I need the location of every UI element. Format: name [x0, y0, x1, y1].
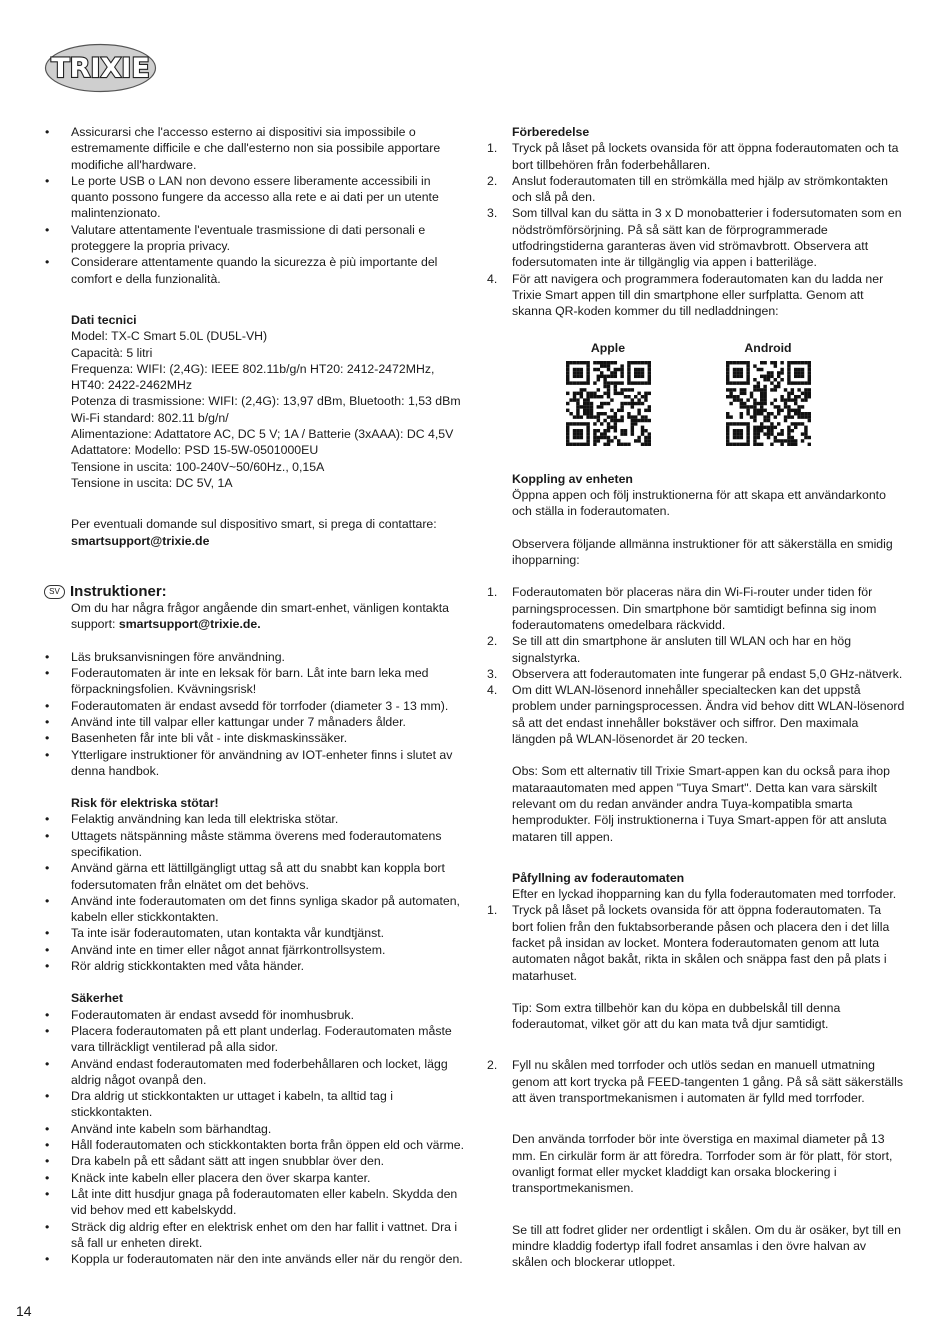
- qr-code-graphic: [566, 361, 651, 446]
- left-column: [44, 124, 469, 1267]
- bullet-marker: •: [45, 125, 50, 139]
- pafyllning-heading: Påfyllning av foderautomaten: [512, 870, 685, 885]
- forberedelse-item-text: Anslut foderautomaten till en strömkälla med hjälp av strömkontakten och slå på den.: [512, 173, 888, 205]
- bullet-marker: •: [45, 173, 50, 188]
- sakerhet-bullet-item-text: Håll foderautomaten och stickkontakten borta från öppen eld och värme.: [71, 1138, 465, 1153]
- sv-bullet-item: [44, 747, 469, 780]
- sv-bullet-item: [44, 714, 469, 730]
- sv-bullet-item-text: Basenheten får inte bli våt - inte diskmaskinssäker.: [71, 731, 348, 746]
- sv-heading: [44, 584, 469, 600]
- sakerhet-bullet-item: [44, 1137, 469, 1153]
- number-marker: 3.: [487, 666, 498, 681]
- risk-bullet-item-text: Använd inte en timer eller något annat fjärrkontrollsystem.: [71, 942, 386, 957]
- sakerhet-bullet-item: [44, 1170, 469, 1186]
- sv-intro-line-2: [44, 616, 469, 632]
- sv-bullet-item-text: Läs bruksanvisningen före användning.: [71, 649, 285, 664]
- sv-bullet-item-text: Foderautomaten är endast avsedd för torrfoder (diameter 3 - 13 mm).: [71, 698, 449, 713]
- number-marker: 4.: [487, 683, 498, 698]
- italian-bullet-list: [44, 124, 469, 287]
- qr-code-graphic: [726, 361, 811, 446]
- sakerhet-bullet-list: [44, 1007, 469, 1268]
- bullet-marker: •: [45, 861, 50, 876]
- sv-bullet-item: [44, 730, 469, 746]
- forberedelse-item: [485, 205, 905, 270]
- forberedelse-heading: Förberedelse: [512, 125, 590, 139]
- dati-line: Potenza di trasmissione: WIFI: (2,4G): 13,97 dBm, Bluetooth: 1,53 dBm: [71, 394, 461, 409]
- bullet-marker: •: [45, 1056, 50, 1071]
- sakerhet-bullet-item: [44, 1186, 469, 1219]
- qr-code-row: [543, 340, 833, 446]
- risk-bullet-item-text: Rör aldrig stickkontakten med våta händer.: [71, 959, 305, 974]
- pairing-item-text: Om ditt WLAN-lösenord innehåller specialtecken kan det uppstå problem under parningsprocessen. Ändra vid behov ditt WLAN-lösenord så att det endast innehåller bokstäver och siffror. Den maximala längden på WLAN-lösenordet är 20 tecken.: [512, 683, 905, 747]
- pairing-item: [485, 633, 905, 666]
- risk-bullet-item: [44, 811, 469, 827]
- pairing-item: [485, 682, 905, 747]
- bullet-marker: •: [45, 1252, 50, 1267]
- sakerhet-heading: Säkerhet: [71, 991, 123, 1006]
- glider-text: Se till att fodret glider ner ordentligt i skålen. Om du är osäker, byt till en mindre kladdig fodertyp ifall fodret ansamlas i den övre halvan av skålen och blockerar utloppet.: [512, 1222, 901, 1270]
- forberedelse-list: [485, 140, 905, 319]
- dati-line: Tensione in uscita: 100-240V~50/60Hz., 0,15A: [71, 459, 325, 474]
- qr-apple: [543, 340, 673, 446]
- bullet-marker: •: [45, 747, 50, 762]
- dati-line: Model: TX-C Smart 5.0L (DU5L-VH): [71, 329, 268, 344]
- pafyllning-intro: Efter en lyckad ihopparning kan du fylla foderautomaten med torrfoder.: [512, 887, 897, 902]
- language-badge-sv: SV: [44, 585, 65, 599]
- koppling-heading: Koppling av enheten: [512, 471, 633, 486]
- dati-line: Frequenza: WIFI: (2,4G): IEEE 802.11b/g/n HT20: 2412-2472MHz,: [71, 361, 435, 376]
- diameter-text: Den använda torrfoder bör inte överstiga en maximal diameter på 13 mm. En cirkulär form är att föredra. Torrfoder som är för platt, för stort, ovanligt format eller mycket kladdigt kan orsaka blockering i transportmekanismen.: [512, 1132, 893, 1196]
- bullet-marker: •: [45, 1154, 50, 1169]
- bullet-marker: •: [45, 255, 50, 270]
- sakerhet-bullet-item: [44, 1251, 469, 1267]
- observera-text: Observera följande allmänna instruktioner för att säkerställa en smidig ihopparning:: [512, 536, 893, 568]
- bullet-marker: •: [45, 926, 50, 941]
- pafyllning-item-1: 1. Tryck på låset på lockets ovansida för att öppna foderautomaten. Ta bort folien från den fuktabsorberande påsen och placera den i det lilla facket på insidan av locket. Montera foderautomaten genom att luta automaten något bakåt, rikta in skålen och snäppa fast den på plats i matarhuset.: [487, 903, 890, 983]
- risk-bullet-item-text: Felaktig användning kan leda till elektriska stötar.: [71, 812, 339, 827]
- right-column: [485, 124, 905, 1270]
- dati-line: Capacità: 5 litri: [71, 345, 153, 360]
- risk-bullet-list: [44, 811, 469, 974]
- qr-android: [703, 340, 833, 446]
- sakerhet-bullet-item: [44, 1007, 469, 1023]
- risk-bullet-item: [44, 828, 469, 861]
- risk-bullet-item-text: Använd gärna ett lättillgängligt uttag så att du snabbt kan koppla bort fodersutomaten från elnätet om det behövs.: [71, 861, 445, 892]
- it-bullet-item-text: Assicurarsi che l'accesso esterno ai dispositivi sia impossibile o estremamente difficile e che dall'esterno non sia possibile apportare modifiche all'hardware.: [71, 125, 441, 172]
- pairing-item-text: Se till att din smartphone är ansluten till WLAN och har en hög signalstyrka.: [512, 634, 852, 665]
- risk-heading: Risk för elektriska stötar!: [71, 796, 219, 811]
- sakerhet-bullet-item: [44, 1088, 469, 1121]
- risk-bullet-item-text: Använd inte foderautomaten om det finns synliga skador på automaten, kabeln eller stickkontakten.: [71, 893, 460, 925]
- number-marker: 4.: [487, 271, 498, 286]
- dati-line: Tensione in uscita: DC 5V, 1A: [71, 475, 233, 490]
- bullet-marker: •: [45, 1007, 50, 1022]
- bullet-marker: •: [45, 222, 50, 237]
- sv-bullet-item-text: Använd inte till valpar eller kattungar under 7 månaders ålder.: [71, 714, 406, 729]
- sakerhet-bullet-item-text: Koppla ur foderautomaten när den inte används eller när du rengör den.: [71, 1252, 463, 1267]
- sakerhet-bullet-item-text: Använd endast foderautomaten med foderbehållaren och locket, lägg aldrig något ovanpå den.: [71, 1056, 448, 1087]
- risk-bullet-item: [44, 893, 469, 926]
- bullet-marker: •: [45, 1170, 50, 1185]
- forberedelse-item-text: Tryck på låset på lockets ovansida för att öppna foderautomaten och ta bort tillbehören från foderbehållaren.: [512, 141, 899, 172]
- qr-android-label: Android: [744, 340, 792, 355]
- forberedelse-item-text: Som tillval kan du sätta in 3 x D monobatterier i fodersutomaten som en nödströmförsörjning. På så sätt kan de förprogrammerade utfodringstiderna garanteras även vid strömavbrott. Observera att fodersutomaten inte är tillgänglig via appen i batteriläge.: [512, 206, 902, 270]
- obs-text: Obs: Som ett alternativ till Trixie Smart-appen kan du också para ihop mataraautomaten med appen "Tuya Smart". Detta kan vara särskilt relevant om du redan använder andra Tuya-kompatibla smarta hemprodukter. Följ instruktionerna i Tuya Smart-appen för att ansluta mataren till appen.: [512, 764, 890, 844]
- sv-bullet-item-text: Foderautomaten är inte en leksak för barn. Låt inte barn leka med förpackningsfolien. Kvävningsrisk!: [71, 666, 429, 697]
- pairing-item-text: Observera att foderautomaten inte fungerar på endast 5,0 GHz-nätverk.: [512, 666, 903, 681]
- bullet-marker: •: [45, 812, 50, 827]
- number-marker: 1.: [487, 585, 498, 600]
- forberedelse-item: [485, 140, 905, 173]
- it-bullet-item: [44, 254, 469, 287]
- sakerhet-bullet-item-text: Dra kabeln på ett sådant sätt att ingen snubblar över den.: [71, 1154, 385, 1169]
- bullet-marker: •: [45, 959, 50, 974]
- sv-bullet-item-text: Ytterligare instruktioner för användning av IOT-enheter finns i slutet av denna handbok.: [71, 747, 453, 778]
- pairing-item-text: Foderautomaten bör placeras nära din Wi-Fi-router under tiden för parningsprocessen. Din smartphone bör samtidigt befinna sig inom foderautomatens omedelbara räckvidd.: [512, 585, 877, 632]
- contact-text: Per eventuali domande sul dispositivo smart, si prega di contattare:: [71, 517, 437, 532]
- logo-text: TRIXIE: [51, 53, 150, 84]
- bullet-marker: •: [45, 828, 50, 843]
- it-bullet-item-text: Valutare attentamente l'eventuale trasmissione di dati personali e proteggere la propria privacy.: [71, 222, 426, 254]
- dati-line: Alimentazione: Adattatore AC, DC 5 V; 1A / Batterie (3xAAA): DC 4,5V: [71, 427, 454, 442]
- forberedelse-item: [485, 271, 905, 320]
- sakerhet-bullet-item: [44, 1121, 469, 1137]
- it-bullet-item-text: Le porte USB o LAN non devono essere liberamente accessibili in quanto possono fungere da accesso alla rete e ai dati per un utente malintenzionato.: [71, 173, 439, 221]
- pairing-list: [485, 584, 905, 747]
- pafyllning-item-2: 2. Fyll nu skålen med torrfoder och utlös sedan en manuell utmatning genom att kort trycka på FEED-tangenten 1 gång. På så sätt säkerställs att även transportmekanismen i automaten är fylld med torrfoder.: [487, 1058, 903, 1106]
- sv-title: Instruktioner:: [70, 582, 167, 600]
- sv-bullet-item: [44, 649, 469, 665]
- qr-code-android[interactable]: [726, 361, 811, 446]
- bullet-marker: •: [45, 1089, 50, 1104]
- sakerhet-bullet-item-text: Placera foderautomaten på ett plant underlag. Foderautomaten måste vara tillräckligt ventilerad på alla sidor.: [71, 1023, 452, 1055]
- sakerhet-bullet-item-text: Dra aldrig ut stickkontakten ur uttaget i kabeln, ta alltid tag i stickkontakten.: [71, 1089, 393, 1120]
- risk-bullet-item: [44, 925, 469, 941]
- number-marker: 2.: [487, 634, 498, 649]
- bullet-marker: •: [45, 1023, 50, 1038]
- number-marker: 1.: [487, 141, 498, 156]
- forberedelse-item: [485, 173, 905, 206]
- sakerhet-bullet-item: [44, 1219, 469, 1252]
- risk-bullet-item: [44, 942, 469, 958]
- sv-support-email[interactable]: smartsupport@trixie.de.: [118, 617, 261, 632]
- bullet-marker: •: [45, 1138, 50, 1153]
- risk-bullet-item-text: Uttagets nätspänning måste stämma överens med foderautomatens specifikation.: [71, 828, 442, 859]
- dati-heading: Dati tecnici: [71, 312, 137, 327]
- bullet-marker: •: [45, 942, 50, 957]
- risk-bullet-item: [44, 860, 469, 893]
- sv-intro-line-1: Om du har några frågor angående din smart-enhet, vänligen kontakta: [71, 601, 450, 616]
- forberedelse-item-text: För att navigera och programmera foderautomaten kan du ladda ner Trixie Smart appen till din smartphone eller surfplatta. Genom att skanna QR-koden kommer du till nedladdningen:: [512, 271, 884, 319]
- sv-bullet-list: [44, 649, 469, 779]
- sv-bullet-item: [44, 665, 469, 698]
- it-bullet-item: [44, 124, 469, 173]
- bullet-marker: •: [45, 714, 50, 729]
- bullet-marker: •: [45, 731, 50, 746]
- dati-tecnici-list: [44, 328, 469, 491]
- pairing-item: [485, 666, 905, 682]
- dati-line: Wi-Fi standard: 802.11 b/g/n/: [71, 410, 229, 425]
- page-number: 14: [16, 1303, 32, 1319]
- number-marker: 3.: [487, 206, 498, 221]
- bullet-marker: •: [45, 698, 50, 713]
- it-bullet-item-text: Considerare attentamente quando la sicurezza è più importante del comfort e della funzionalità.: [71, 255, 438, 286]
- bullet-marker: •: [45, 1219, 50, 1234]
- it-bullet-item: [44, 173, 469, 222]
- sakerhet-bullet-item-text: Sträck dig aldrig efter en elektrisk enhet om den har fallit i vattnet. Dra i så fall ur enheten direkt.: [71, 1219, 458, 1250]
- trixie-logo: [44, 43, 157, 93]
- sakerhet-bullet-item-text: Använd inte kabeln som bärhandtag.: [71, 1121, 272, 1136]
- koppling-text: Öppna appen och följ instruktionerna för att skapa ett användarkonto och ställa in foderautomaten.: [512, 488, 886, 519]
- dati-line: Adattatore: Modello: PSD 15-5W-0501000EU: [71, 443, 319, 458]
- sakerhet-bullet-item-text: Knäck inte kabeln eller placera den över skarpa kanter.: [71, 1170, 371, 1185]
- dati-line: HT40: 2422-2462MHz: [71, 378, 192, 393]
- sv-intro-prefix: support:: [71, 617, 119, 632]
- sakerhet-bullet-item: [44, 1153, 469, 1169]
- risk-bullet-item: [44, 958, 469, 974]
- qr-apple-label: Apple: [590, 340, 626, 355]
- pairing-item: [485, 584, 905, 633]
- risk-bullet-item-text: Ta inte isär foderautomaten, utan kontakta vår kundtjänst.: [71, 926, 385, 941]
- number-marker: 2.: [487, 173, 498, 188]
- bullet-marker: •: [45, 1121, 50, 1136]
- contact-email[interactable]: smartsupport@trixie.de: [71, 533, 210, 548]
- sakerhet-bullet-item: [44, 1023, 469, 1056]
- sakerhet-bullet-item: [44, 1056, 469, 1089]
- sv-bullet-item: [44, 698, 469, 714]
- bullet-marker: •: [45, 666, 50, 681]
- tip-text: Tip: Som extra tillbehör kan du köpa en dubbelskål till denna foderautomat, vilket gör att du kan mata två djur samtidigt.: [512, 1000, 841, 1032]
- sakerhet-bullet-item-text: Låt inte ditt husdjur gnaga på foderautomaten eller kabeln. Skydda den vid behov med ett kabelskydd.: [71, 1186, 458, 1218]
- it-bullet-item: [44, 222, 469, 255]
- bullet-marker: •: [45, 649, 50, 664]
- bullet-marker: •: [45, 893, 50, 908]
- qr-code-apple[interactable]: [566, 361, 651, 446]
- sakerhet-bullet-item-text: Foderautomaten är endast avsedd för inomhusbruk.: [71, 1007, 354, 1022]
- bullet-marker: •: [45, 1186, 50, 1201]
